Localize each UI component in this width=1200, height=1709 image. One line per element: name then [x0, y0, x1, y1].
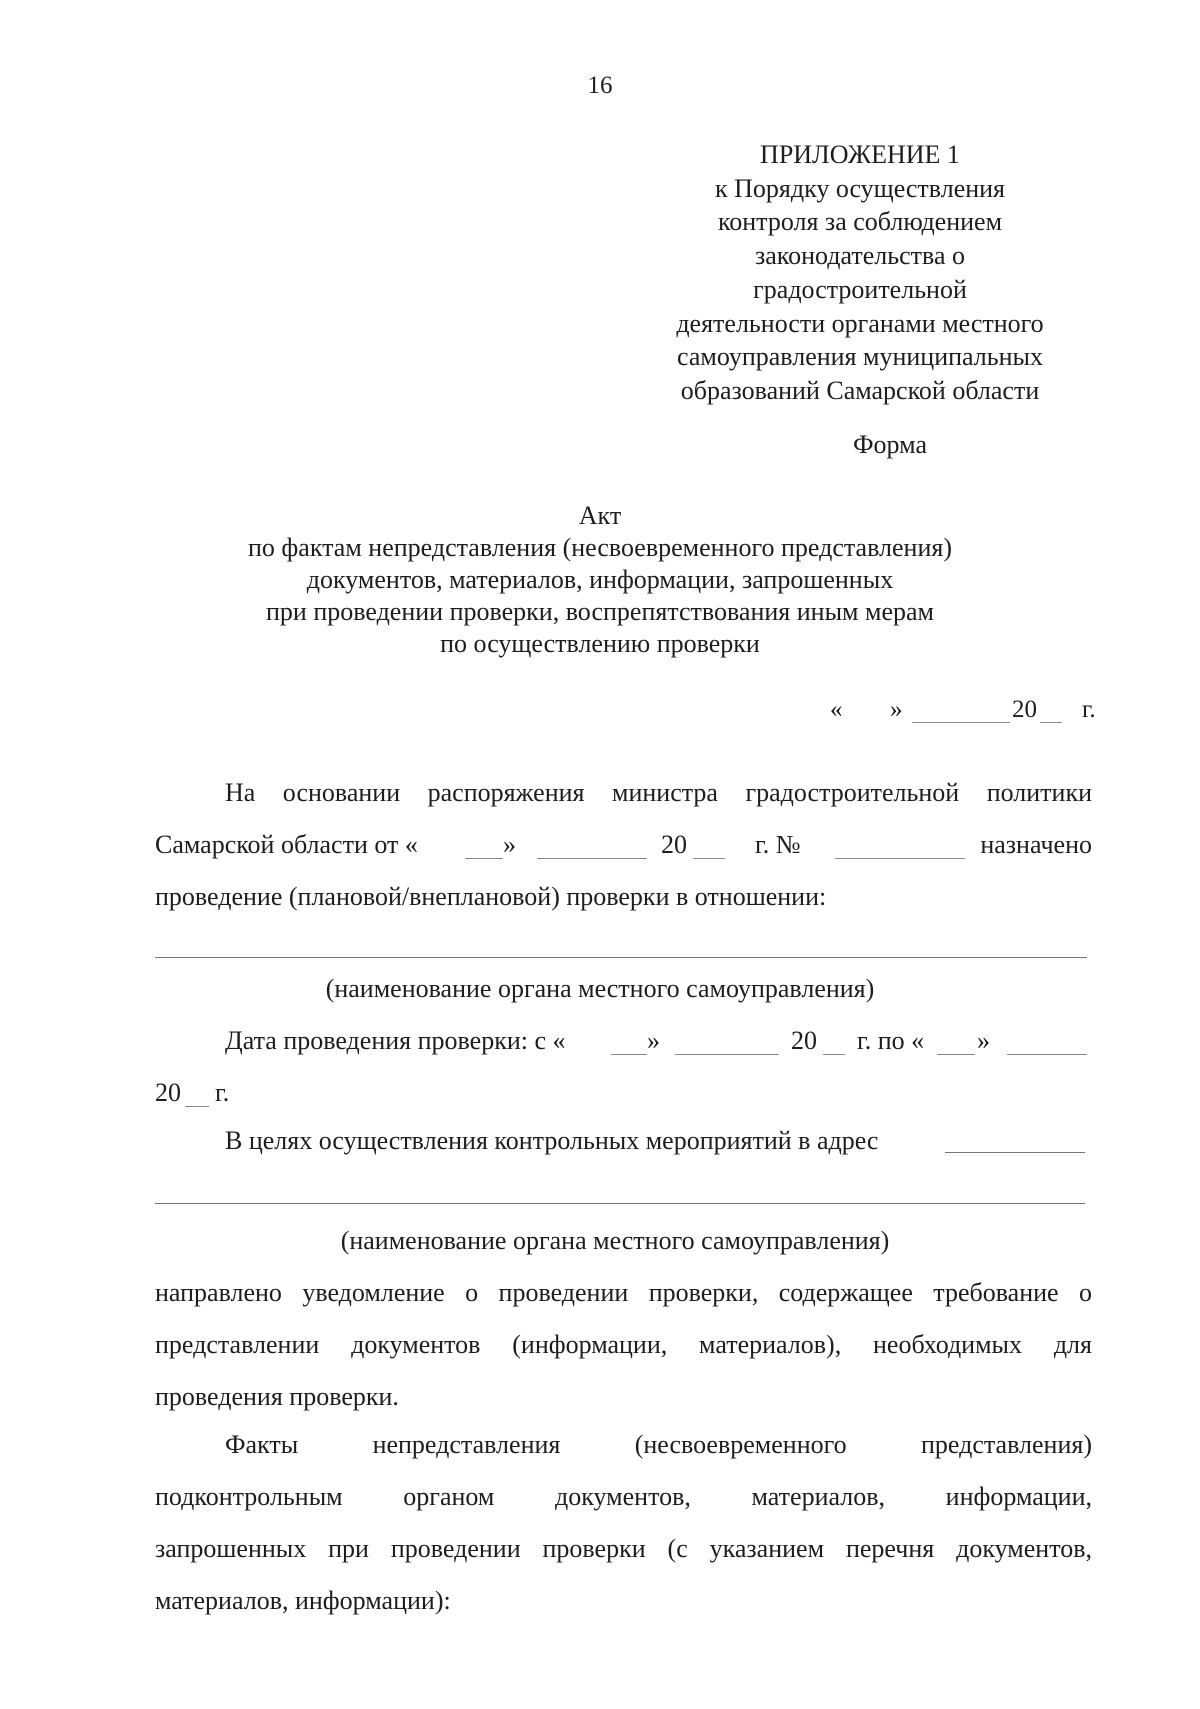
appendix-line: деятельности органами местного: [676, 308, 1044, 338]
notice-line: направлено уведомление о проведении проверки, содержащее требование о: [155, 1278, 1092, 1307]
basis-line-1: На основании распоряжения министра градостроительной политики: [225, 778, 1092, 807]
notice-line: представлении документов (информации, материалов), необходимых для: [155, 1330, 1092, 1359]
act-title: Акт: [578, 501, 622, 530]
appendix-line: градостроительной: [753, 274, 967, 304]
dates-text: г.: [215, 1078, 230, 1107]
control-text: В целях осуществления контрольных мероприятий в адрес: [225, 1126, 879, 1155]
appendix-line: к Порядку осуществления: [714, 173, 1006, 203]
dates-text: 20: [791, 1026, 817, 1055]
start-day-field[interactable]: [611, 1054, 647, 1055]
facts-line: материалов, информации):: [155, 1586, 451, 1615]
dates-text: 20: [155, 1078, 181, 1107]
basis-line-2: [155, 830, 1092, 866]
dates-text: »: [977, 1026, 990, 1055]
authority-name-field[interactable]: [155, 957, 1087, 958]
appendix-line: контроля за соблюдением: [717, 207, 1003, 237]
date-month-field[interactable]: [916, 722, 1010, 723]
inspection-dates-line-2: [155, 1078, 275, 1114]
order-number-field[interactable]: [835, 858, 965, 859]
appendix-header: [640, 138, 1080, 408]
act-date-line: [700, 696, 1100, 732]
order-day-field[interactable]: [465, 858, 503, 859]
date-open-quote: «: [830, 696, 843, 723]
facts-line: подконтрольным органом документов, материалов, информации,: [155, 1482, 1092, 1511]
address-field-line-2[interactable]: [155, 1203, 1085, 1204]
page-number: 16: [587, 72, 613, 99]
appendix-line: образований Самарской области: [680, 375, 1040, 405]
basis-line-3: проведение (плановой/внеплановой) проверки в отношении:: [155, 882, 827, 911]
basis-text: г. №: [755, 830, 801, 859]
date-year-suffix: г.: [1082, 696, 1096, 723]
address-field[interactable]: [945, 1152, 1085, 1153]
appendix-line: самоуправления муниципальных: [676, 342, 1044, 372]
end-day-field[interactable]: [937, 1054, 975, 1055]
act-title-line: документов, материалов, информации, запрошенных: [306, 565, 894, 594]
dates-text: Дата проведения проверки: с «: [225, 1026, 566, 1055]
start-year-field[interactable]: [823, 1054, 845, 1055]
basis-text: »: [503, 830, 516, 859]
facts-line: Факты непредставления (несвоевременного представления): [225, 1430, 1092, 1459]
date-close-quote: »: [890, 696, 903, 723]
dates-text: »: [647, 1026, 660, 1055]
basis-text: Самарской области от «: [155, 830, 418, 859]
basis-text: назначено: [980, 830, 1092, 859]
act-title-line: по фактам непредставления (несвоевременного представления): [248, 533, 952, 562]
notice-line: проведения проверки.: [155, 1382, 399, 1411]
basis-text: 20: [661, 830, 687, 859]
start-month-field[interactable]: [675, 1054, 779, 1055]
appendix-line: законодательства о: [755, 241, 965, 271]
end-month-field[interactable]: [1007, 1054, 1087, 1055]
end-year-field[interactable]: [185, 1106, 209, 1107]
authority-caption: (наименование органа местного самоуправления): [325, 974, 875, 1003]
act-title-line: по осуществлению проверки: [440, 629, 760, 658]
inspection-dates-line: [225, 1026, 1092, 1062]
dates-text: г. по «: [857, 1026, 925, 1055]
act-heading: [150, 500, 1050, 660]
authority-caption: (наименование органа местного самоуправления): [340, 1226, 890, 1255]
date-year-prefix: 20: [1012, 696, 1037, 723]
date-year-field[interactable]: [1040, 722, 1062, 723]
form-label: Форма: [853, 430, 927, 459]
facts-line: запрошенных при проведении проверки (с указанием перечня документов,: [155, 1534, 1092, 1563]
act-title-line: при проведении проверки, воспрепятствования иным мерам: [266, 597, 934, 626]
order-month-field[interactable]: [537, 858, 647, 859]
appendix-title: ПРИЛОЖЕНИЕ 1: [760, 140, 960, 169]
order-year-field[interactable]: [693, 858, 725, 859]
